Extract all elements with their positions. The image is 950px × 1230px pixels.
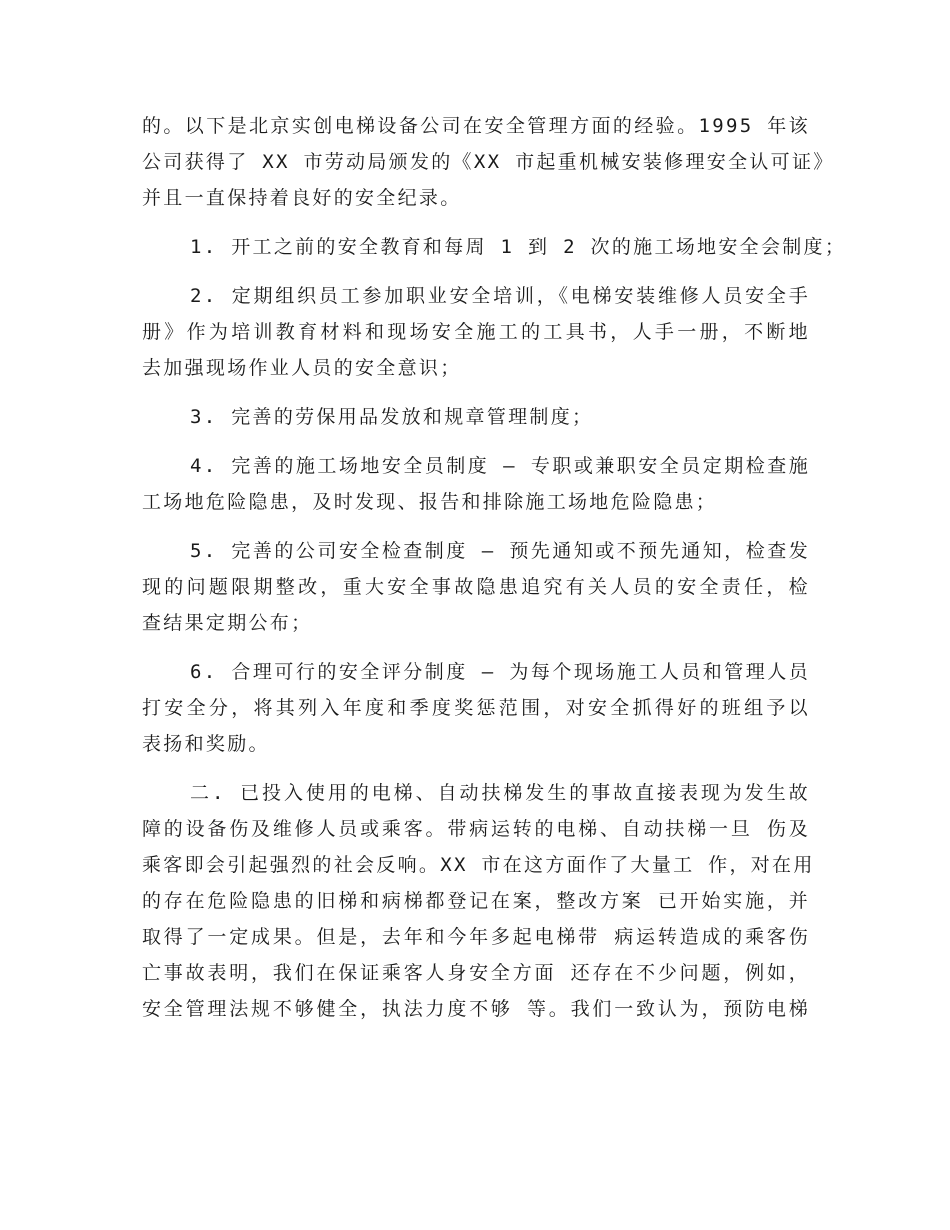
section-two-paragraph [142,775,815,1027]
text-line: 安全管理法规不够健全，执法力度不够 等。我们一致认为，预防电梯 [142,998,810,1020]
document-body [142,108,847,1040]
list-item-6 [142,654,810,762]
text-line: 公司获得了 XX 市劳动局颁发的《XX 市起重机械安装修理安全认可证》 [142,151,835,173]
list-item-3 [142,399,810,435]
text-line: 工场地危险隐患，及时发现、报告和排除施工场地危险隐患； [142,491,718,513]
text-line: 并且一直保持着良好的安全纪录。 [142,187,462,209]
list-item-4 [142,448,810,520]
text-line: 的存在危险隐患的旧梯和病梯都登记在案，整改方案 已开始实施，并 [142,890,810,912]
text-line: 4. 完善的施工场地安全员制度 – 专职或兼职安全员定期检查施 [190,455,810,477]
text-line: 取得了一定成果。但是，去年和今年多起电梯带 病运转造成的乘客伤 [142,926,810,948]
list-item-5 [142,533,810,641]
text-line: 1. 开工之前的安全教育和每周 1 到 2 次的施工场地安全会制度； [190,236,847,258]
text-line: 现的问题限期整改，重大安全事故隐患追究有关人员的安全责任，检 [142,576,810,598]
text-line: 乘客即会引起强烈的社会反响。XX 市在这方面作了大量工 作，对在用 [142,854,815,876]
text-line: 2. 定期组织员工参加职业安全培训，《电梯安装维修人员安全手 [190,285,810,307]
text-line: 二. 已投入使用的电梯、自动扶梯发生的事故直接表现为发生故 [190,782,810,804]
text-line: 查结果定期公布； [142,612,313,634]
list-item-2 [142,278,810,386]
text-line: 6. 合理可行的安全评分制度 – 为每个现场施工人员和管理人员 [190,661,810,683]
text-line: 亡事故表明，我们在保证乘客人身安全方面 还存在不少问题，例如， [142,962,810,984]
text-line: 去加强现场作业人员的安全意识； [142,357,462,379]
paragraph-intro [142,108,835,216]
text-line: 表扬和奖励。 [142,733,270,755]
text-line: 障的设备伤及维修人员或乘客。带病运转的电梯、自动扶梯一旦 伤及 [142,818,810,840]
text-line: 册》作为培训教育材料和现场安全施工的工具书，人手一册，不断地 [142,321,810,343]
list-item-1 [142,229,847,265]
text-line: 打安全分，将其列入年度和季度奖惩范围，对安全抓得好的班组予以 [142,697,810,719]
text-line: 的。以下是北京实创电梯设备公司在安全管理方面的经验。1995 年该 [142,115,810,137]
text-line: 5. 完善的公司安全检查制度 – 预先通知或不预先通知，检查发 [190,540,810,562]
text-line: 3. 完善的劳保用品发放和规章管理制度； [190,406,594,428]
